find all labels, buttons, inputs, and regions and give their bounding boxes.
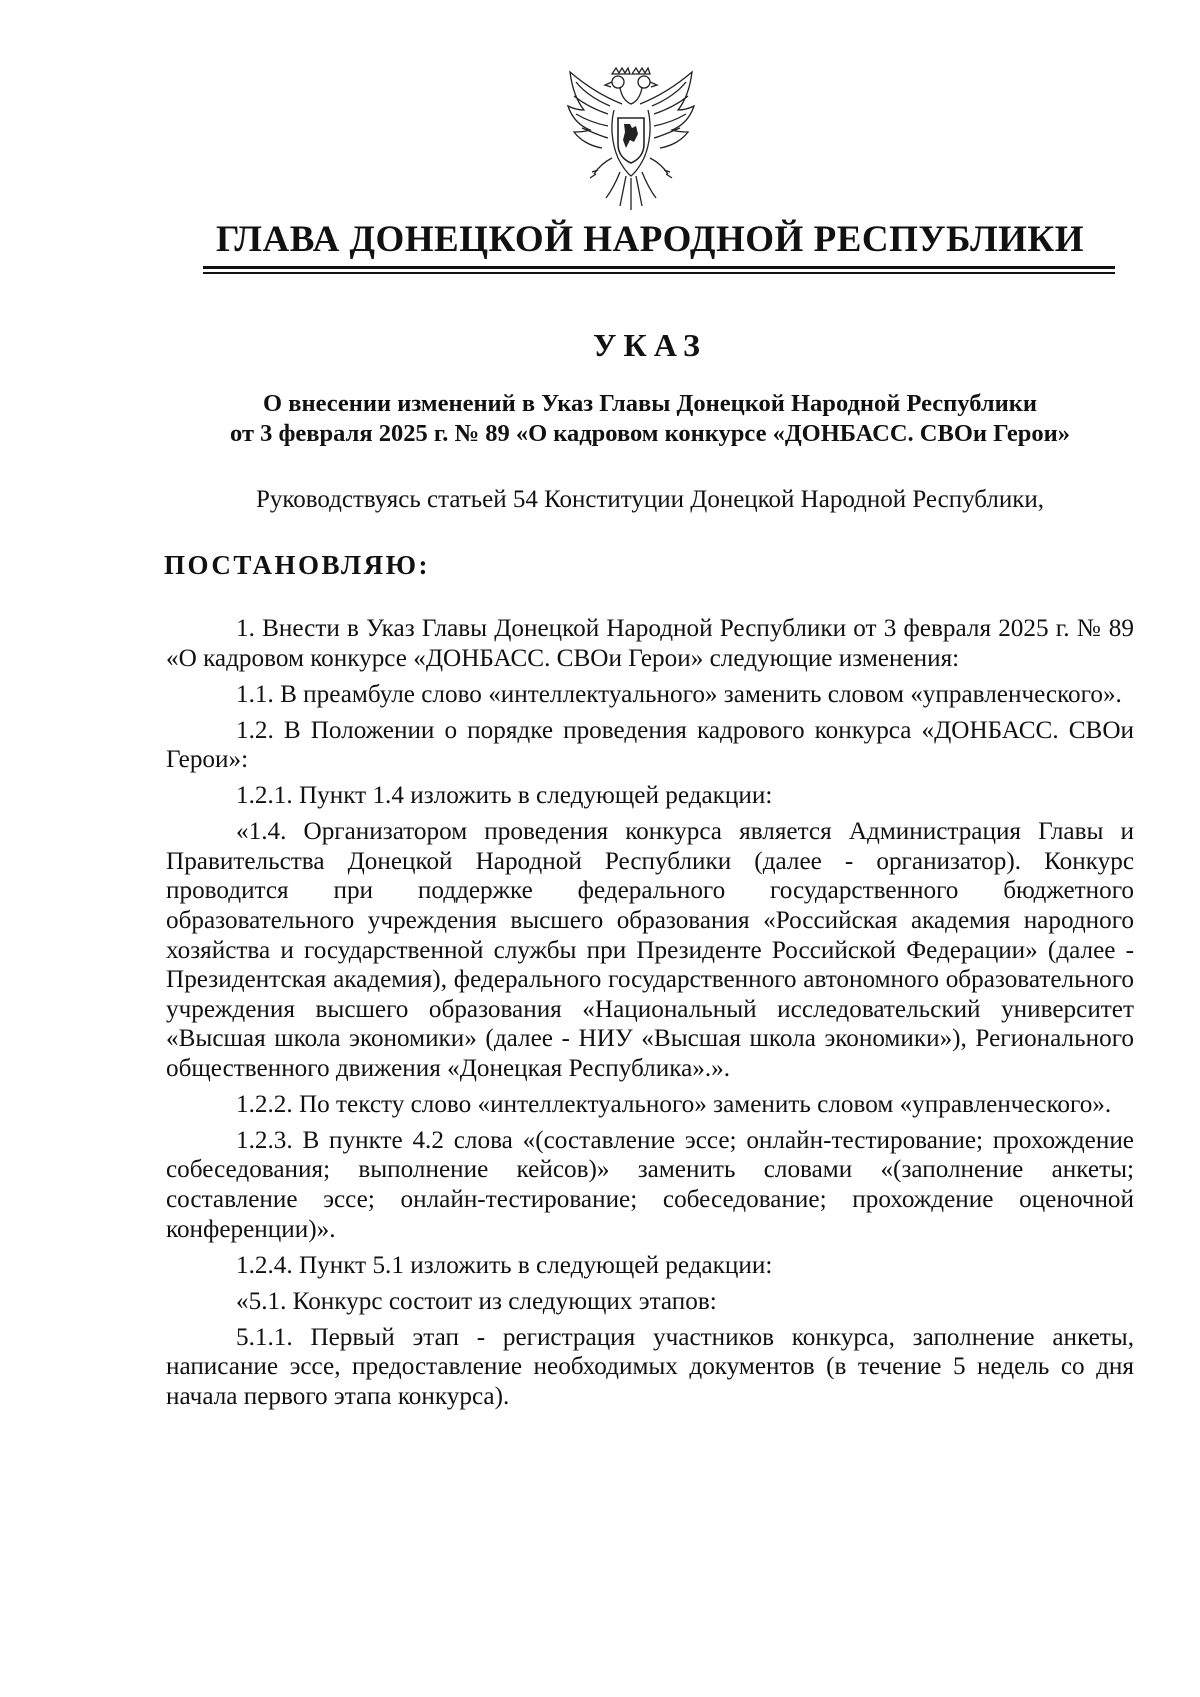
paragraph-quote-5-1: «5.1. Конкурс состоит из следующих этапов: xyxy=(236,1287,717,1315)
paragraph-1-2: 1.2. В Положении о порядке проведения кадрового конкурса «ДОНБАСС. СВОи Герои»: xyxy=(166,716,1134,774)
document-type: УКАЗ xyxy=(593,327,707,363)
paragraph-1-2-1: 1.2.1. Пункт 1.4 изложить в следующей редакции: xyxy=(236,782,773,810)
decree-word: ПОСТАНОВЛЯЮ: xyxy=(164,550,430,580)
paragraph-quote-1-4: «1.4. Организатором проведения конкурса является Администрация Главы и Правительства Донецкой Народной Республики (далее - организатор). Конкурс проводится при поддержке федерального государственного бюджетного образовательного учреждения высшего образования «Российская академия народного хозяйства и государственной службы при Президенте Российской Федерации» (далее - Президентская академия), федерального государственного автономного образовательного учреждения высшего образования «Национальный исследовательский университет «Высшая школа экономики» (далее - НИУ «Высшая школа экономики»), Регионального общественного движения «Донецкая Республика».». xyxy=(166,818,1134,1082)
paragraph-1: 1. Внести в Указ Главы Донецкой Народной Республики от 3 февраля 2025 г. № 89 «О кадровом конкурсе «ДОНБАСС. СВОи Герои» следующие изменения: xyxy=(166,615,1134,672)
paragraph-1-2-4: 1.2.4. Пункт 5.1 изложить в следующей редакции: xyxy=(236,1251,773,1279)
document-title-line-1: О внесении изменений в Указ Главы Донецкой Народной Республики xyxy=(263,390,1037,417)
paragraph-1-2-3: 1.2.3. В пункте 4.2 слова «(составление эссе; онлайн-тестирование; прохождение собеседования; выполнение кейсов)» заменить словами «(заполнение анкеты; составление эссе; онлайн-тестирование; собеседование; прохождение оценочной конференции)». xyxy=(166,1126,1134,1243)
dpr-coat-of-arms-icon xyxy=(562,66,700,212)
document-title-line-2: от 3 февраля 2025 г. № 89 «О кадровом конкурсе «ДОНБАСС. СВОи Герои» xyxy=(230,420,1070,447)
header-rule-thin xyxy=(203,272,1115,274)
header-rule-thick xyxy=(203,266,1115,269)
legal-basis: Руководствуясь статьей 54 Конституции Донецкой Народной Республики, xyxy=(255,486,1044,513)
paragraph-1-2-2: 1.2.2. По тексту слово «интеллектуального» заменить словом «управленческого». xyxy=(236,1090,1112,1118)
issuing-authority: ГЛАВА ДОНЕЦКОЙ НАРОДНОЙ РЕСПУБЛИКИ xyxy=(215,219,1085,260)
document-body xyxy=(166,614,1134,1418)
paragraph-1-1: 1.1. В преамбуле слово «интеллектуального» заменить словом «управленческого». xyxy=(236,680,1122,708)
paragraph-5-1-1: 5.1.1. Первый этап - регистрация участников конкурса, заполнение анкеты, написание эссе, предоставление необходимых документов (в течение 5 недель со дня начала первого этапа конкурса). xyxy=(166,1323,1134,1410)
